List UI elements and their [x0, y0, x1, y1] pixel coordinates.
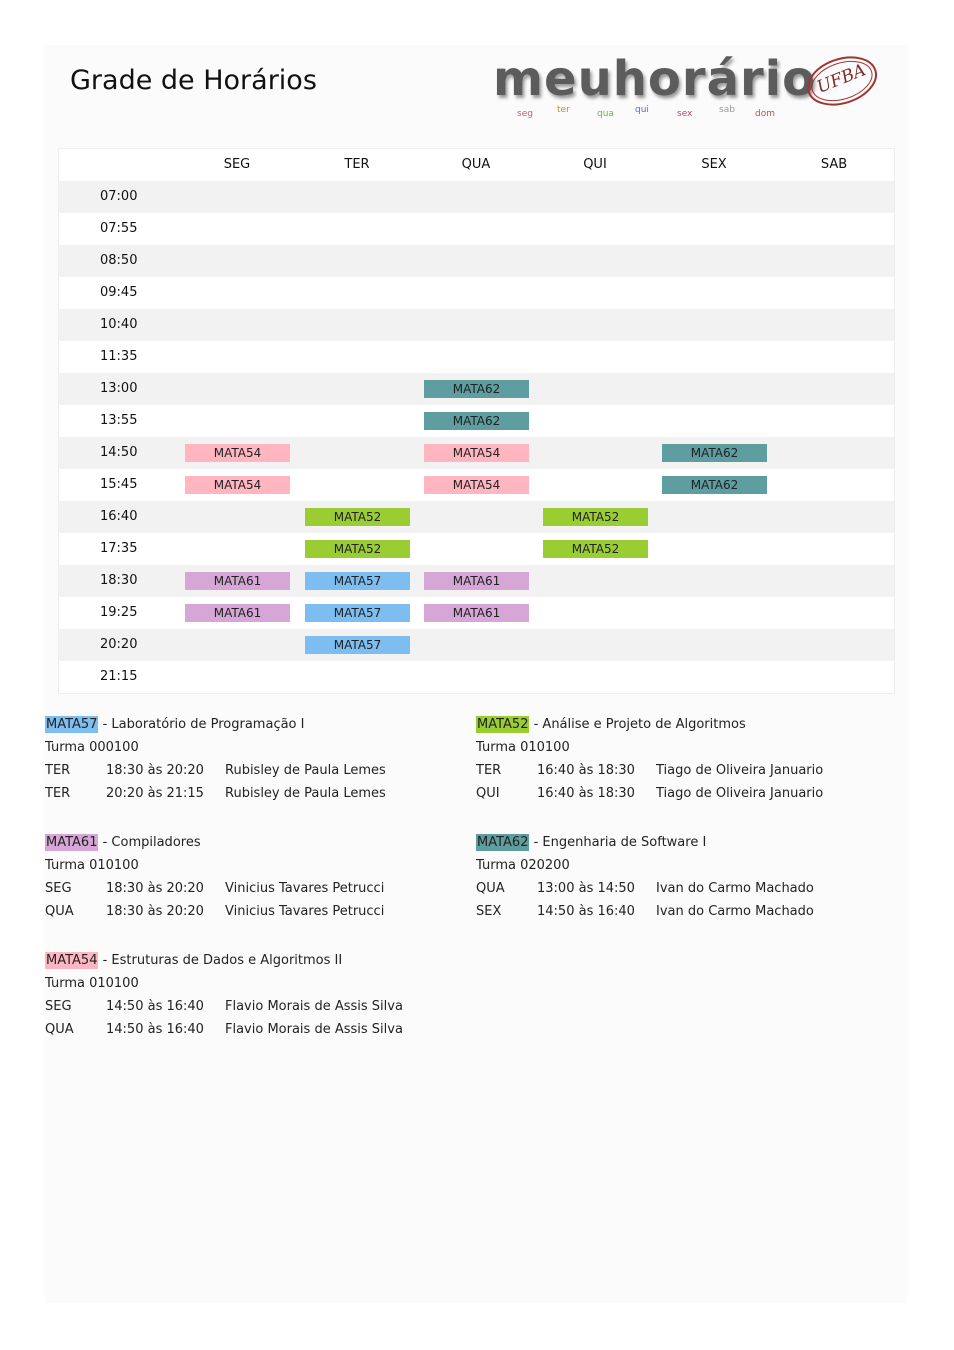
- session-day: QUI: [476, 786, 500, 801]
- time-label: 08:50: [100, 253, 138, 268]
- time-label: 10:40: [100, 317, 138, 332]
- time-label: 14:50: [100, 445, 138, 460]
- session-day: TER: [476, 763, 502, 778]
- logo-day-qui: qui: [635, 105, 649, 115]
- grid-row: [59, 245, 894, 277]
- session-professor: Tiago de Oliveira Januario: [656, 763, 824, 778]
- logo-seal-text: UFBA: [814, 60, 869, 98]
- grid-row: [59, 597, 894, 629]
- course-name: - Compiladores: [98, 835, 201, 850]
- session-time: 18:30 às 20:20: [106, 904, 204, 919]
- course-title: [45, 831, 445, 854]
- time-label: 18:30: [100, 573, 138, 588]
- grid-row: [59, 565, 894, 597]
- session-day: SEX: [476, 904, 502, 919]
- page-title: Grade de Horários: [70, 65, 317, 96]
- session-professor: Tiago de Oliveira Januario: [656, 786, 824, 801]
- session-day: QUA: [476, 881, 505, 896]
- session-time: 20:20 às 21:15: [106, 786, 204, 801]
- grid-row: [59, 661, 894, 693]
- logo-day-qua: qua: [597, 109, 614, 119]
- day-header-sab: SAB: [820, 157, 848, 172]
- grid-row: [59, 341, 894, 373]
- session-professor: Flavio Morais de Assis Silva: [225, 999, 403, 1014]
- session-professor: Ivan do Carmo Machado: [656, 881, 814, 896]
- grid-row: [59, 373, 894, 405]
- class-block-mata52[interactable]: MATA52: [543, 508, 648, 526]
- day-header-qui: QUI: [583, 157, 607, 172]
- grid-row: [59, 309, 894, 341]
- session-row: [476, 759, 876, 782]
- grid-body: [59, 181, 894, 693]
- time-label: 13:55: [100, 413, 138, 428]
- course-code-badge: MATA52: [477, 717, 529, 732]
- class-block-mata62[interactable]: MATA62: [424, 412, 529, 430]
- logo-day-sex: sex: [677, 109, 693, 119]
- session-day: QUA: [45, 904, 74, 919]
- course-title: [476, 713, 876, 736]
- grid-row: [59, 533, 894, 565]
- session-professor: Rubisley de Paula Lemes: [225, 786, 386, 801]
- session-time: 18:30 às 20:20: [106, 881, 204, 896]
- session-row: [45, 1018, 445, 1041]
- course-turma: Turma 010100: [476, 740, 570, 755]
- ufba-seal-icon: [804, 53, 880, 109]
- session-time: 16:40 às 18:30: [537, 763, 635, 778]
- course-name: - Análise e Projeto de Algoritmos: [529, 717, 746, 732]
- session-row: [476, 782, 876, 805]
- course-code-badge: MATA57: [46, 717, 98, 732]
- session-time: 14:50 às 16:40: [106, 1022, 204, 1037]
- session-time: 16:40 às 18:30: [537, 786, 635, 801]
- class-block-mata54[interactable]: MATA54: [424, 476, 529, 494]
- grid-row: [59, 501, 894, 533]
- course-title: [45, 949, 445, 972]
- course-name: - Laboratório de Programação I: [98, 717, 305, 732]
- session-professor: Rubisley de Paula Lemes: [225, 763, 386, 778]
- grid-row: [59, 437, 894, 469]
- class-block-mata54[interactable]: MATA54: [424, 444, 529, 462]
- day-header-ter: TER: [344, 157, 370, 172]
- time-label: 11:35: [100, 349, 138, 364]
- logo-days: [517, 105, 787, 121]
- session-professor: Vinicius Tavares Petrucci: [225, 881, 385, 896]
- course-mata61: [45, 831, 445, 923]
- class-block-mata54[interactable]: MATA54: [185, 476, 290, 494]
- class-block-mata61[interactable]: MATA61: [424, 604, 529, 622]
- time-label: 21:15: [100, 669, 138, 684]
- session-day: SEG: [45, 881, 72, 896]
- course-mata62: [476, 831, 876, 923]
- logo-wordmark: meuhorário: [493, 51, 817, 107]
- class-block-mata62[interactable]: MATA62: [662, 444, 767, 462]
- session-day: QUA: [45, 1022, 74, 1037]
- class-block-mata57[interactable]: MATA57: [305, 636, 410, 654]
- course-name: - Engenharia de Software I: [529, 835, 707, 850]
- course-mata57: [45, 713, 445, 805]
- day-header-sex: SEX: [701, 157, 727, 172]
- course-title: [476, 831, 876, 854]
- session-day: TER: [45, 763, 71, 778]
- session-row: [45, 782, 445, 805]
- grid-row: [59, 629, 894, 661]
- session-time: 14:50 às 16:40: [537, 904, 635, 919]
- course-code-badge: MATA62: [477, 835, 529, 850]
- course-title: [45, 713, 445, 736]
- class-block-mata52[interactable]: MATA52: [543, 540, 648, 558]
- course-mata52: [476, 713, 876, 805]
- session-row: [45, 995, 445, 1018]
- grid-row: [59, 277, 894, 309]
- course-turma: Turma 010100: [45, 976, 139, 991]
- day-header-seg: SEG: [223, 157, 251, 172]
- logo-day-sab: sab: [719, 105, 735, 115]
- class-block-mata52[interactable]: MATA52: [305, 540, 410, 558]
- session-professor: Vinicius Tavares Petrucci: [225, 904, 385, 919]
- class-block-mata61[interactable]: MATA61: [185, 572, 290, 590]
- class-block-mata52[interactable]: MATA52: [305, 508, 410, 526]
- session-professor: Flavio Morais de Assis Silva: [225, 1022, 403, 1037]
- schedule-grid: [58, 148, 895, 694]
- course-mata54: [45, 949, 445, 1041]
- session-professor: Ivan do Carmo Machado: [656, 904, 814, 919]
- course-turma: Turma 010100: [45, 858, 139, 873]
- day-header-qua: QUA: [461, 157, 491, 172]
- time-label: 13:00: [100, 381, 138, 396]
- grid-header: [59, 149, 894, 181]
- course-code-badge: MATA54: [46, 953, 98, 968]
- session-row: [476, 877, 876, 900]
- class-block-mata62[interactable]: MATA62: [662, 476, 767, 494]
- session-day: SEG: [45, 999, 72, 1014]
- class-block-mata61[interactable]: MATA61: [185, 604, 290, 622]
- time-label: 07:55: [100, 221, 138, 236]
- grid-row: [59, 405, 894, 437]
- class-block-mata62[interactable]: MATA62: [424, 380, 529, 398]
- grid-row: [59, 213, 894, 245]
- time-label: 19:25: [100, 605, 138, 620]
- session-time: 14:50 às 16:40: [106, 999, 204, 1014]
- course-turma: Turma 020200: [476, 858, 570, 873]
- schedule-sheet: [45, 45, 907, 1303]
- class-block-mata57[interactable]: MATA57: [305, 572, 410, 590]
- time-label: 15:45: [100, 477, 138, 492]
- session-row: [45, 877, 445, 900]
- session-row: [476, 900, 876, 923]
- class-block-mata54[interactable]: MATA54: [185, 444, 290, 462]
- grid-row: [59, 469, 894, 501]
- time-label: 09:45: [100, 285, 138, 300]
- session-time: 13:00 às 14:50: [537, 881, 635, 896]
- class-block-mata57[interactable]: MATA57: [305, 604, 410, 622]
- class-block-mata61[interactable]: MATA61: [424, 572, 529, 590]
- session-row: [45, 900, 445, 923]
- meuhorario-logo: [489, 49, 885, 125]
- course-code-badge: MATA61: [46, 835, 98, 850]
- session-day: TER: [45, 786, 71, 801]
- time-label: 20:20: [100, 637, 138, 652]
- course-name: - Estruturas de Dados e Algoritmos II: [98, 953, 343, 968]
- logo-day-seg: seg: [517, 109, 533, 119]
- time-label: 17:35: [100, 541, 138, 556]
- time-label: 07:00: [100, 189, 138, 204]
- session-time: 18:30 às 20:20: [106, 763, 204, 778]
- course-turma: Turma 000100: [45, 740, 139, 755]
- logo-day-dom: dom: [755, 109, 775, 119]
- session-row: [45, 759, 445, 782]
- logo-day-ter: ter: [557, 105, 570, 115]
- grid-row: [59, 181, 894, 213]
- time-label: 16:40: [100, 509, 138, 524]
